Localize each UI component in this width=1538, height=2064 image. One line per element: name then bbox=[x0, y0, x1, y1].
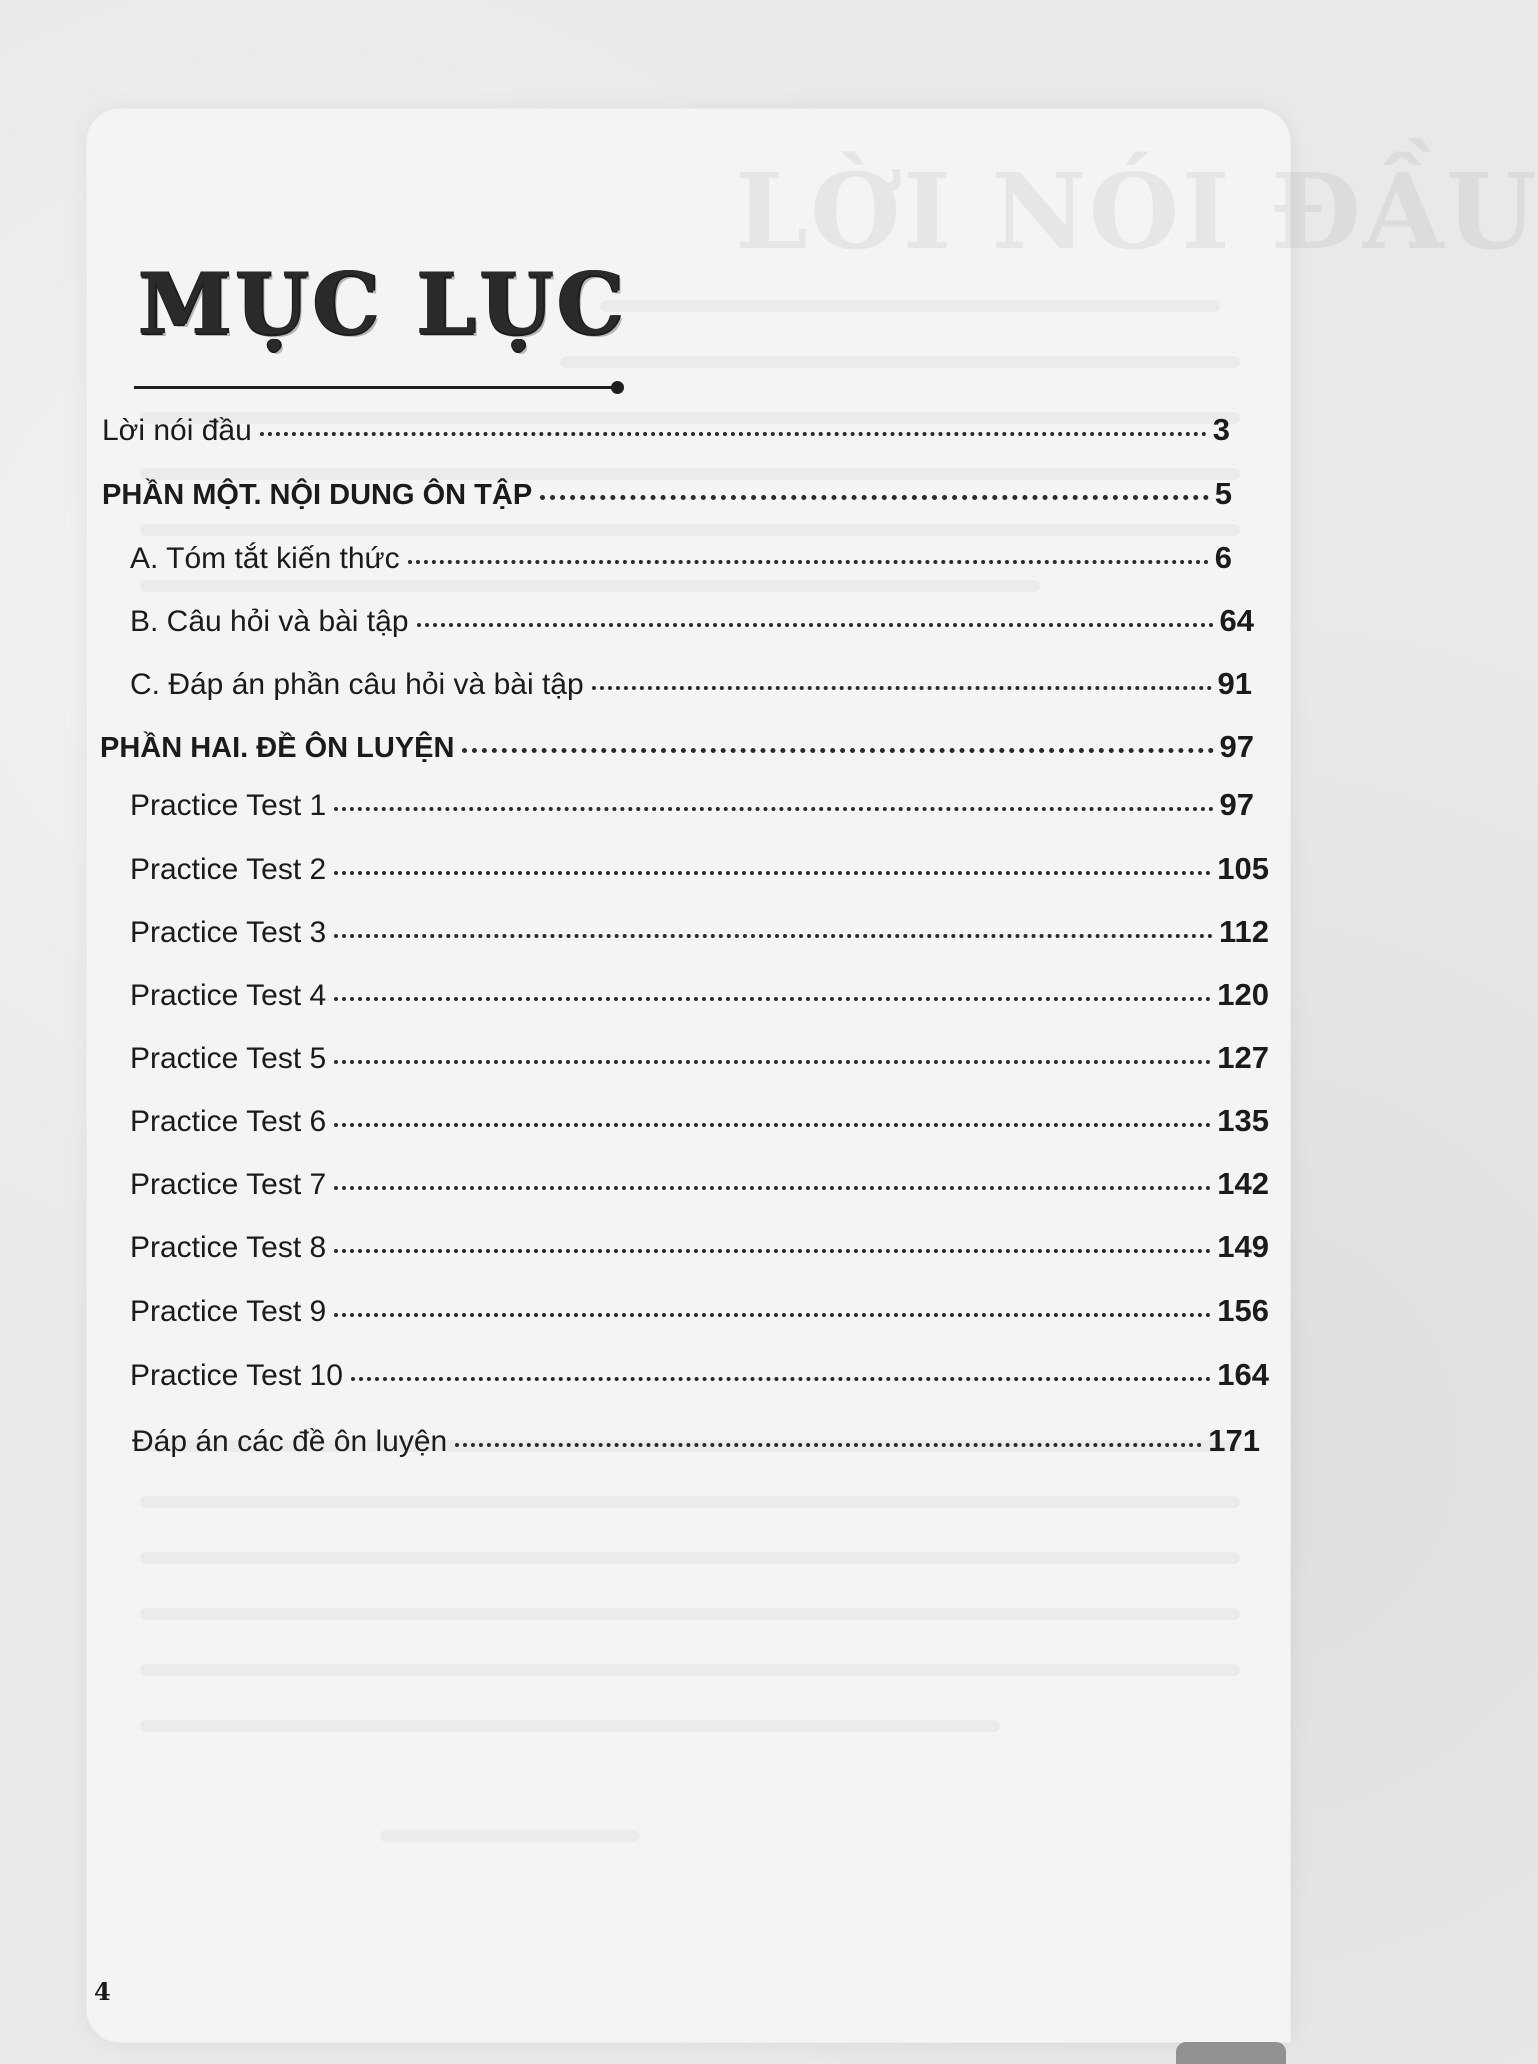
toc-entry-page: 142 bbox=[1217, 1166, 1269, 1201]
toc-entry-page: 135 bbox=[1217, 1103, 1269, 1138]
toc-entry-page: 127 bbox=[1217, 1040, 1269, 1075]
toc-entry-part-two[interactable] bbox=[100, 729, 1254, 766]
toc-entry-practice-test-2[interactable] bbox=[130, 851, 1269, 888]
toc-entry-label: A. Tóm tắt kiến thức bbox=[130, 542, 400, 575]
toc-entry-practice-test-5[interactable] bbox=[130, 1040, 1269, 1077]
toc-entry-practice-test-1[interactable] bbox=[130, 787, 1254, 824]
toc-entry-label: Practice Test 10 bbox=[130, 1359, 343, 1392]
toc-entry-practice-test-3[interactable] bbox=[130, 914, 1269, 951]
toc-entry-section-a[interactable] bbox=[130, 540, 1232, 577]
dot-leader bbox=[334, 807, 1213, 811]
toc-entry-practice-test-7[interactable] bbox=[130, 1166, 1269, 1203]
dot-leader bbox=[455, 1443, 1202, 1447]
toc-entry-page: 64 bbox=[1219, 603, 1254, 638]
dot-leader bbox=[260, 432, 1207, 436]
page-number: 4 bbox=[94, 1977, 111, 2006]
toc-entry-part-one[interactable] bbox=[102, 476, 1232, 513]
dot-leader bbox=[334, 1060, 1211, 1064]
toc-entry-practice-test-4[interactable] bbox=[130, 977, 1269, 1014]
toc-entry-label: Lời nói đầu bbox=[102, 414, 252, 447]
dot-leader bbox=[462, 748, 1213, 753]
toc-entry-label: Practice Test 9 bbox=[130, 1295, 327, 1328]
toc-entry-label: Practice Test 4 bbox=[130, 979, 327, 1012]
toc-entry-label: Practice Test 5 bbox=[130, 1042, 327, 1075]
dot-leader bbox=[334, 934, 1213, 938]
toc-entry-label: B. Câu hỏi và bài tập bbox=[130, 605, 409, 638]
toc-entry-label: Practice Test 2 bbox=[130, 853, 327, 886]
toc-entry-practice-test-10[interactable] bbox=[130, 1357, 1269, 1394]
toc-title: MỤC LỤC bbox=[138, 254, 628, 353]
dot-leader bbox=[334, 1186, 1211, 1190]
toc-entry-page: 97 bbox=[1219, 787, 1254, 822]
toc-entry-page: 91 bbox=[1217, 666, 1252, 701]
toc-entry-page: 112 bbox=[1218, 914, 1269, 949]
toc-entry-label: Practice Test 3 bbox=[130, 916, 327, 949]
dot-leader bbox=[334, 871, 1211, 875]
toc-entry-page: 156 bbox=[1217, 1293, 1269, 1328]
toc-entry-section-c[interactable] bbox=[130, 666, 1252, 703]
toc-entry-label: PHẦN HAI. ĐỀ ÔN LUYỆN bbox=[100, 732, 455, 764]
dot-leader bbox=[540, 495, 1209, 500]
dot-leader bbox=[592, 686, 1212, 690]
toc-entry-label: C. Đáp án phần câu hỏi và bài tập bbox=[130, 668, 584, 701]
toc-entry-page: 171 bbox=[1208, 1423, 1260, 1458]
toc-entry-page: 6 bbox=[1214, 540, 1232, 575]
dot-leader bbox=[334, 1123, 1211, 1127]
toc-entry-page: 5 bbox=[1214, 476, 1232, 511]
toc-entry-label: Practice Test 1 bbox=[130, 789, 327, 822]
toc-entry-page: 3 bbox=[1212, 412, 1230, 447]
toc-entry-preface[interactable] bbox=[102, 412, 1230, 449]
toc-entry-page: 120 bbox=[1217, 977, 1269, 1012]
toc-entry-practice-test-9[interactable] bbox=[130, 1293, 1269, 1330]
toc-entry-label: Practice Test 7 bbox=[130, 1168, 327, 1201]
toc-entry-page: 97 bbox=[1219, 729, 1254, 764]
toc-entry-label: PHẦN MỘT. NỘI DUNG ÔN TẬP bbox=[102, 479, 533, 511]
dot-leader bbox=[334, 1313, 1211, 1317]
toc-entry-label: Practice Test 8 bbox=[130, 1231, 327, 1264]
toc-entry-page: 105 bbox=[1217, 851, 1269, 886]
toc-entry-section-b[interactable] bbox=[130, 603, 1254, 640]
dot-leader bbox=[334, 1249, 1211, 1253]
toc-entry-answer-keys[interactable] bbox=[132, 1423, 1260, 1460]
toc-entry-page: 164 bbox=[1217, 1357, 1269, 1392]
toc-entry-label: Đáp án các đề ôn luyện bbox=[132, 1425, 448, 1458]
toc-entry-practice-test-8[interactable] bbox=[130, 1229, 1269, 1266]
toc-entry-label: Practice Test 6 bbox=[130, 1105, 327, 1138]
dot-leader bbox=[334, 997, 1211, 1001]
bleed-through-heading: LỜI NÓI ĐẦU bbox=[735, 150, 1538, 273]
dot-leader bbox=[408, 560, 1209, 564]
toc-entry-page: 149 bbox=[1217, 1229, 1269, 1264]
toc-entry-practice-test-6[interactable] bbox=[130, 1103, 1269, 1140]
edge-tab bbox=[1176, 2042, 1286, 2064]
dot-leader bbox=[351, 1377, 1211, 1381]
dot-leader bbox=[417, 623, 1214, 627]
